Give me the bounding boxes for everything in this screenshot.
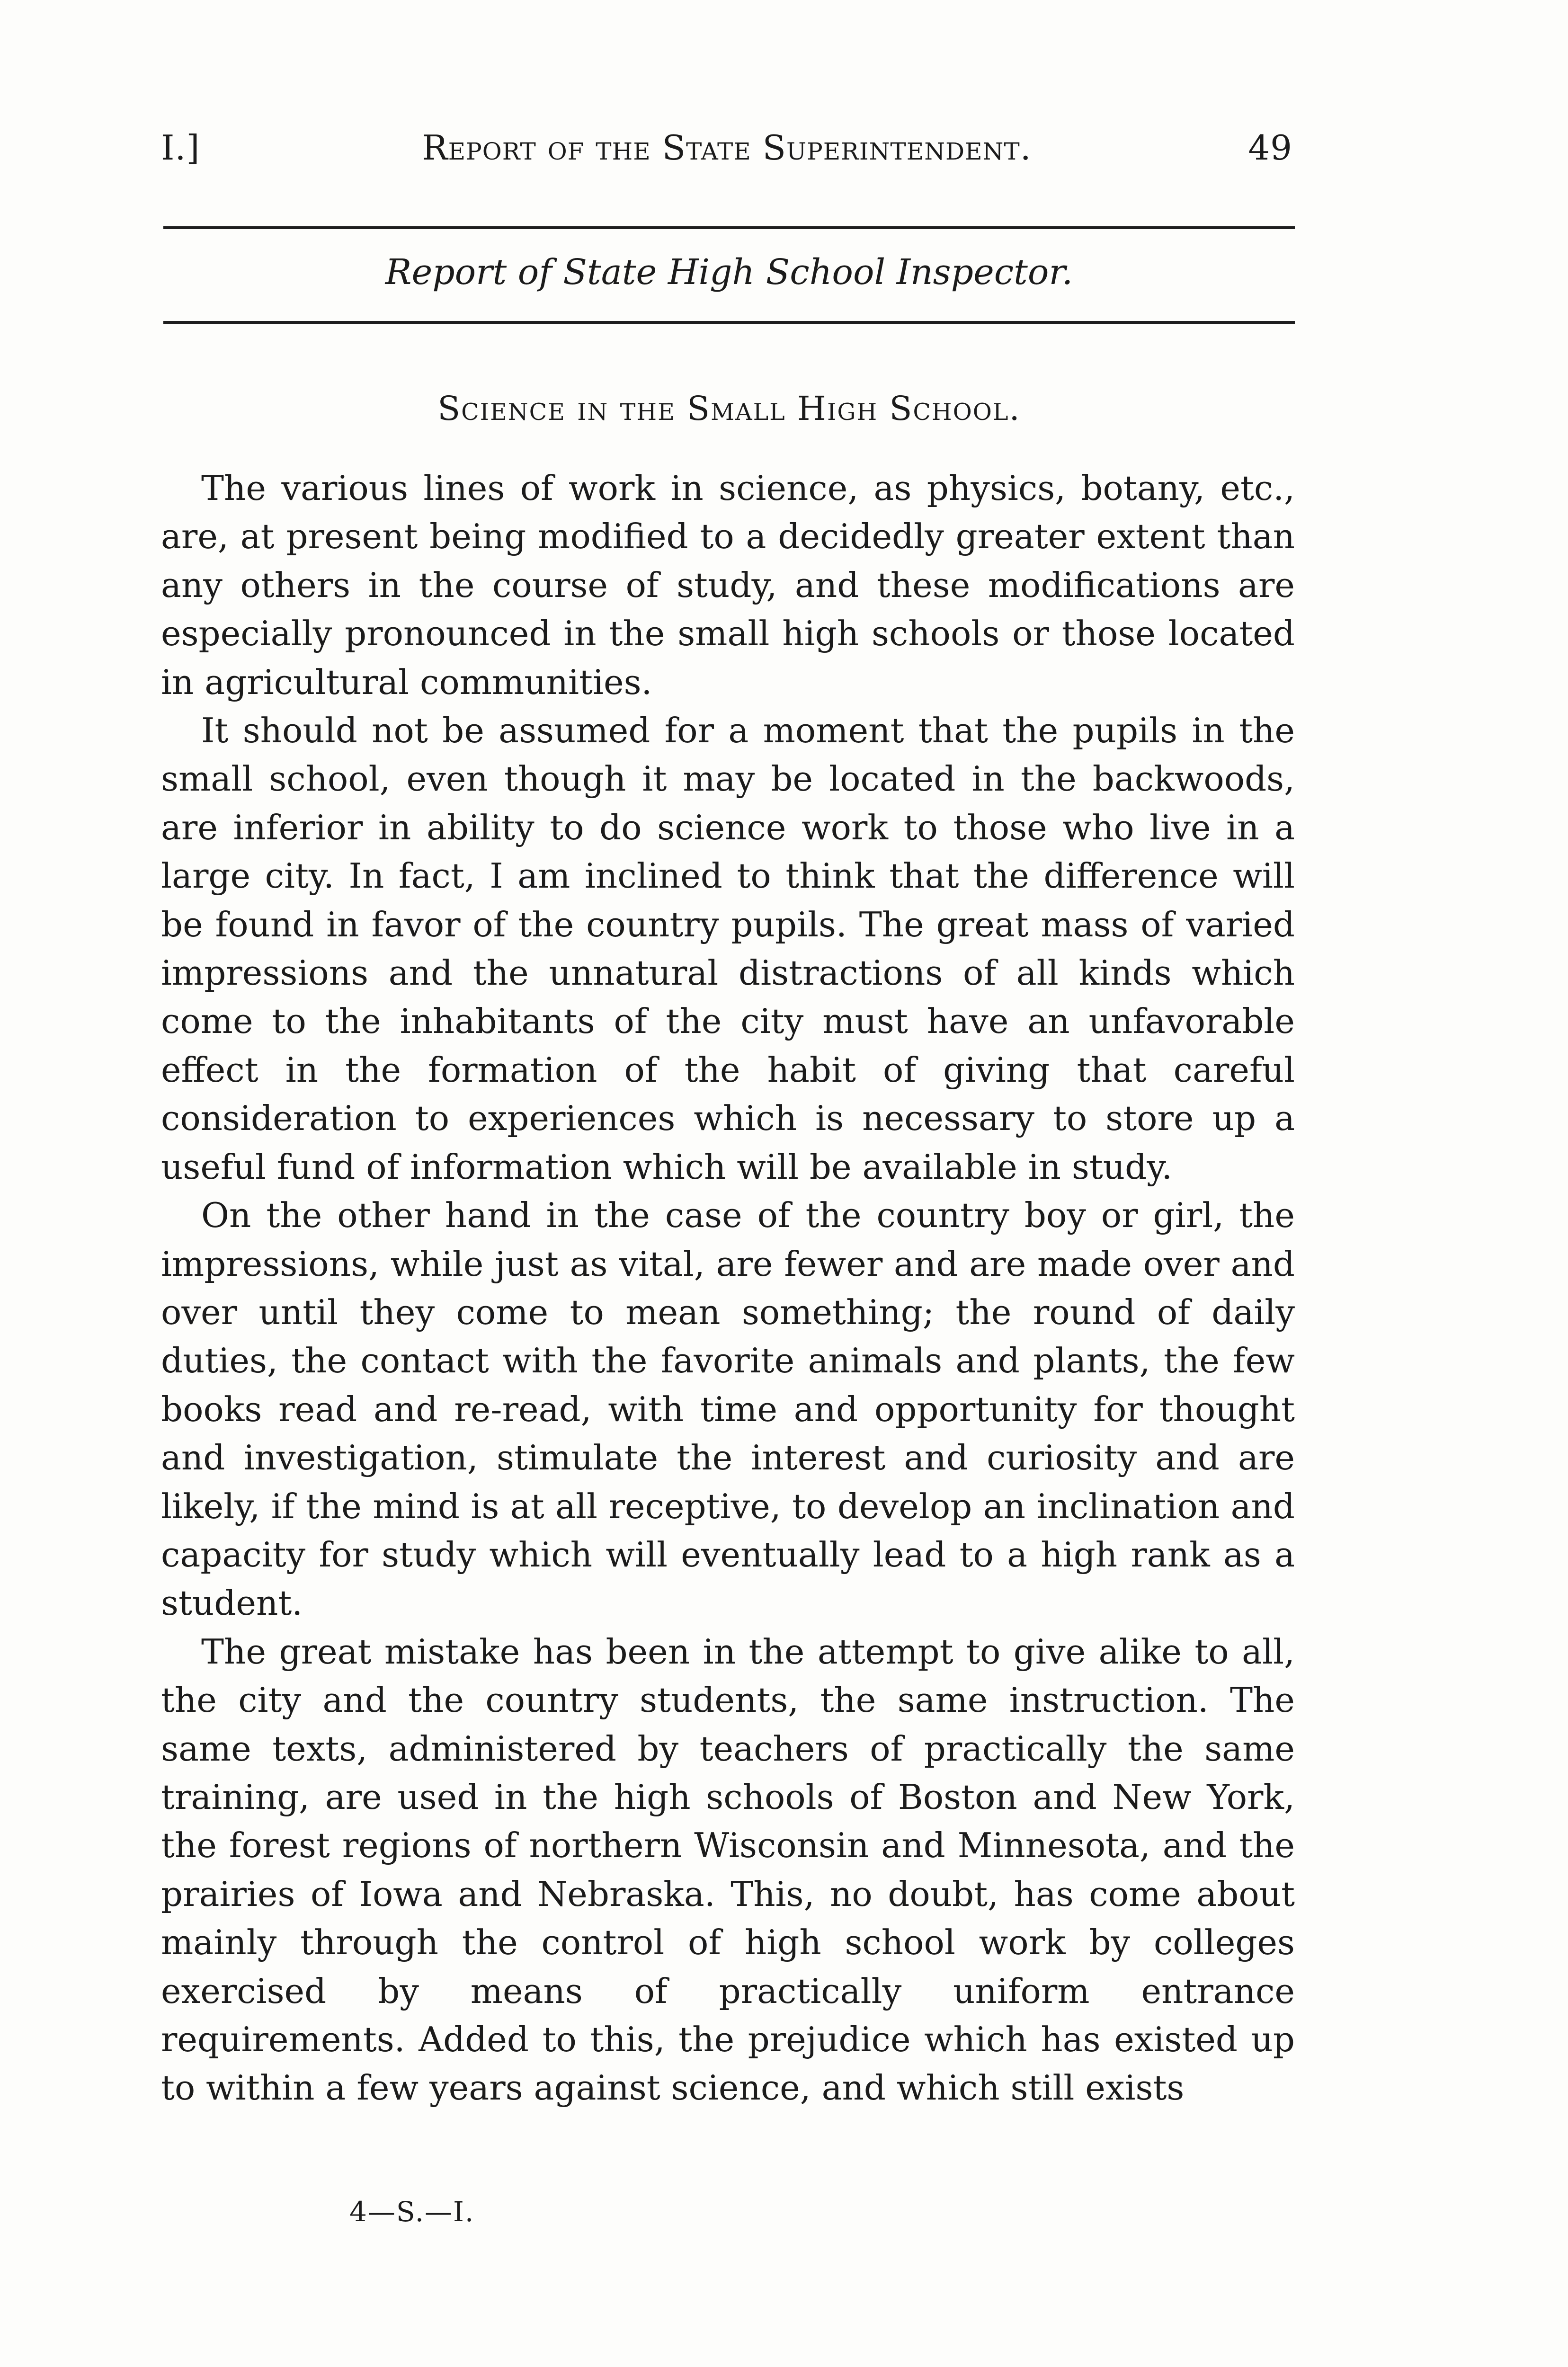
header-section-number: I.] bbox=[161, 128, 200, 168]
paragraph-1: The various lines of work in science, as physics, botany, etc., are, at present being modified to a decidedly greater extent than any others in the course of study, and these modifications are especially pronounced in the small high schools or those located in agricultural communities. bbox=[161, 468, 1295, 702]
body-text bbox=[161, 464, 1295, 2112]
header-title: Report of the State Superintendent. bbox=[422, 128, 1032, 168]
signature-mark: 4—S.—I. bbox=[349, 2196, 475, 2228]
paragraph-3: On the other hand in the case of the country boy or girl, the impressions, while just as vital, are fewer and are made over and over until they come to mean something; the round of daily duties, the contact with the favorite animals and plants, the few books read and re-read, with time and opportunity for thought and investigation, stimulate the interest and curiosity and are likely, if the mind is at all receptive, to develop an inclination and capacity for study which will eventually lead to a high rank as a student. bbox=[161, 1195, 1295, 1623]
top-rule bbox=[163, 226, 1295, 229]
section-title: Report of State High School Inspector. bbox=[385, 252, 1073, 293]
bottom-rule bbox=[163, 321, 1295, 324]
running-header bbox=[161, 128, 1292, 180]
article-title: Science in the Small High School. bbox=[437, 389, 1021, 428]
paragraph-2: It should not be assumed for a moment that the pupils in the small school, even though it may be located in the backwoods, are inferior in ability to do science work to those who live in a large city. In fact, I am inclined to think that the difference will be found in favor of the country pupils. The great mass of varied impressions and the unnatural distractions of all kinds which come to the inhabitants of the city must have an unfavorable effect in the formation of the habit of giving that careful consideration to experiences which is necessary to store up a useful fund of information which will be available in study. bbox=[161, 711, 1295, 1187]
page-number: 49 bbox=[1248, 128, 1292, 168]
paragraph-4: The great mistake has been in the attempt to give alike to all, the city and the country students, the same instruction. The same texts, administered by teachers of practically the same training, are used in the high schools of Boston and New York, the forest regions of northern Wisconsin and Minnesota, and the prairies of Iowa and Nebraska. This, no doubt, has come about mainly through the control of high school work by colleges exercised by means of practically uniform entrance requirements. Added to this, the prejudice which has existed up to within a few years against science, and which still exists bbox=[161, 1631, 1295, 2108]
